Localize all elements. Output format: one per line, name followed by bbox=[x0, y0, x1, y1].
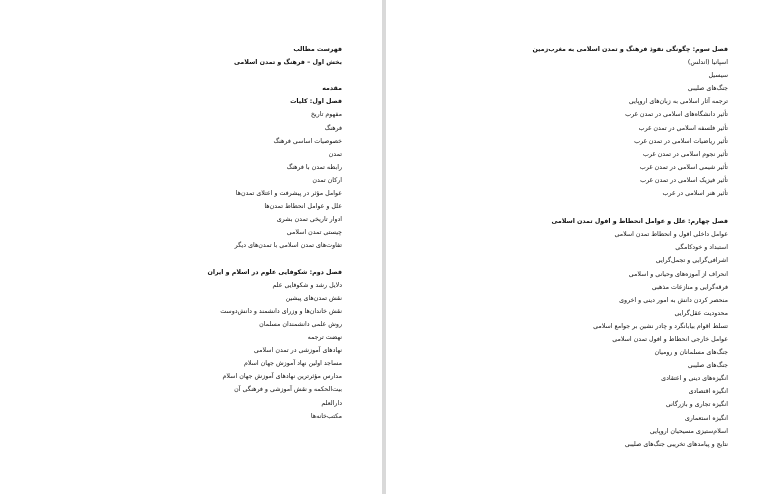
toc-entry: نقش تمدن‌های پیشین bbox=[285, 294, 342, 302]
toc-entry: انگیزه استعماری bbox=[684, 414, 728, 422]
toc-entry: دلایل رشد و شکوفایی علم bbox=[272, 281, 342, 289]
toc-entry: اسلام‌ستیزی مسیحیان اروپایی bbox=[649, 427, 728, 435]
left-page bbox=[0, 0, 382, 494]
toc-entry: فرهنگ bbox=[324, 124, 342, 132]
toc-entry: تمدن bbox=[328, 150, 342, 158]
toc-entry: ارکان تمدن bbox=[312, 176, 342, 184]
toc-entry: تسلط اقوام بیابانگرد و چادر نشین بر جوامع اسلامی bbox=[593, 322, 728, 330]
toc-entry: فرقه‌گرایی و منازعات مذهبی bbox=[651, 283, 728, 291]
toc-entry: تأثیر دانشگاه‌های اسلامی در تمدن غرب bbox=[625, 111, 728, 119]
toc-entry: تأثیر فلسفه اسلامی در تمدن غرب bbox=[638, 124, 728, 132]
toc-entry: مکتب‌خانه‌ها bbox=[310, 412, 342, 420]
toc-entry: تأثیر هنر اسلامی در غرب bbox=[662, 190, 728, 198]
toc-entry: عوامل مؤثر در پیشرفت و اعتلای تمدن‌ها bbox=[235, 190, 342, 198]
toc-entry: عوامل داخلی افول و انحطاط تمدن اسلامی bbox=[614, 231, 728, 239]
toc-entry: جنگ‌های مسلمانان و رومیان bbox=[654, 349, 728, 357]
toc-entry: عوامل خارجی انحطاط و افول تمدن اسلامی bbox=[612, 335, 728, 343]
toc-entry: تأثیر نجوم اسلامی در تمدن غرب bbox=[642, 150, 728, 158]
toc-entry: جنگ‌های صلیبی bbox=[687, 362, 728, 370]
chapter-2-list bbox=[42, 279, 342, 423]
toc-entry: ادوار تاریخی تمدن بشری bbox=[276, 216, 342, 224]
chapter-3-heading: فصل سوم: چگونگی نفوذ فرهنگ و تمدن اسلامی به مغرب‌زمین bbox=[532, 46, 728, 53]
toc-column-left bbox=[42, 43, 342, 423]
toc-entry: ترجمه آثار اسلامی به زبان‌های اروپایی bbox=[628, 98, 728, 106]
chapter-1-heading: فصل اول: کلیات bbox=[290, 98, 342, 106]
toc-entry: نتایج و پیامدهای تخریبی جنگ‌های صلیبی bbox=[624, 440, 728, 448]
toc-entry: تأثیر شیمی اسلامی در تمدن غرب bbox=[639, 163, 728, 171]
toc-entry: انگیزه‌های دینی و اعتقادی bbox=[661, 375, 728, 383]
toc-entry: علل و عوامل انحطاط تمدن‌ها bbox=[264, 203, 342, 211]
toc-entry: نقش خاندان‌ها و وزرای دانشمند و دانش‌دوست bbox=[220, 307, 342, 315]
toc-entry: تأثیر فیزیک اسلامی در تمدن غرب bbox=[640, 176, 728, 184]
toc-entry: بیت‌الحکمه و نقش آموزشی و فرهنگی آن bbox=[234, 386, 342, 394]
intro-heading: مقدمه bbox=[322, 85, 342, 93]
toc-entry: سیسیل bbox=[708, 72, 728, 80]
toc-entry: روش علمی دانشمندان مسلمان bbox=[259, 320, 342, 328]
toc-entry: رابطه تمدن با فرهنگ bbox=[286, 163, 342, 171]
part-title: بخش اول – فرهنگ و تمدن اسلامی bbox=[234, 59, 342, 67]
toc-entry: دارالعلم bbox=[321, 399, 342, 407]
toc-entry: اشرافی‌گرایی و تجمل‌گرایی bbox=[655, 257, 728, 265]
chapter-4-list bbox=[408, 228, 728, 451]
toc-entry: جنگ‌های صلیبی bbox=[687, 85, 728, 93]
toc-entry: نهضت ترجمه bbox=[307, 334, 342, 342]
chapter-2-heading: فصل دوم: شکوفایی علوم در اسلام و ایران bbox=[207, 268, 342, 276]
toc-entry: تأثیر ریاضیات اسلامی در تمدن غرب bbox=[634, 137, 728, 145]
toc-entry: مفهوم تاریخ bbox=[310, 111, 342, 119]
toc-column-right bbox=[408, 43, 728, 451]
toc-entry: مساجد اولین نهاد آموزش جهان اسلام bbox=[243, 360, 342, 368]
toc-entry: مدارس مؤثرترین نهادهای آموزش جهان اسلام bbox=[222, 373, 342, 381]
right-page bbox=[386, 0, 768, 494]
chapter-4-heading: فصل چهارم: علل و عوامل انحطاط و افول تمدن اسلامی bbox=[551, 218, 728, 226]
toc-entry: انگیزه اقتصادی bbox=[688, 388, 728, 396]
toc-entry: اسپانیا (اندلس) bbox=[687, 59, 728, 67]
toc-entry: انحراف از آموزه‌های وحیانی و اسلامی bbox=[628, 270, 728, 278]
toc-title: فهرست مطالب bbox=[293, 46, 342, 53]
toc-entry: نهادهای آموزشی در تمدن اسلامی bbox=[253, 347, 342, 355]
toc-entry: منحصر کردن دانش به امور دینی و اخروی bbox=[619, 296, 728, 304]
toc-entry: چیستی تمدن اسلامی bbox=[286, 229, 342, 237]
toc-entry: استبداد و خودکامگی bbox=[675, 244, 728, 252]
chapter-1-list bbox=[42, 108, 342, 252]
toc-entry: محدودیت عقل‌گرایی bbox=[674, 309, 728, 317]
toc-entry: خصوصیات اساسی فرهنگ bbox=[273, 137, 342, 145]
chapter-3-list bbox=[408, 56, 728, 200]
toc-entry: تفاوت‌های تمدن اسلامی با تمدن‌های دیگر bbox=[234, 242, 342, 250]
toc-entry: انگیزه تجاری و بازرگانی bbox=[665, 401, 728, 409]
